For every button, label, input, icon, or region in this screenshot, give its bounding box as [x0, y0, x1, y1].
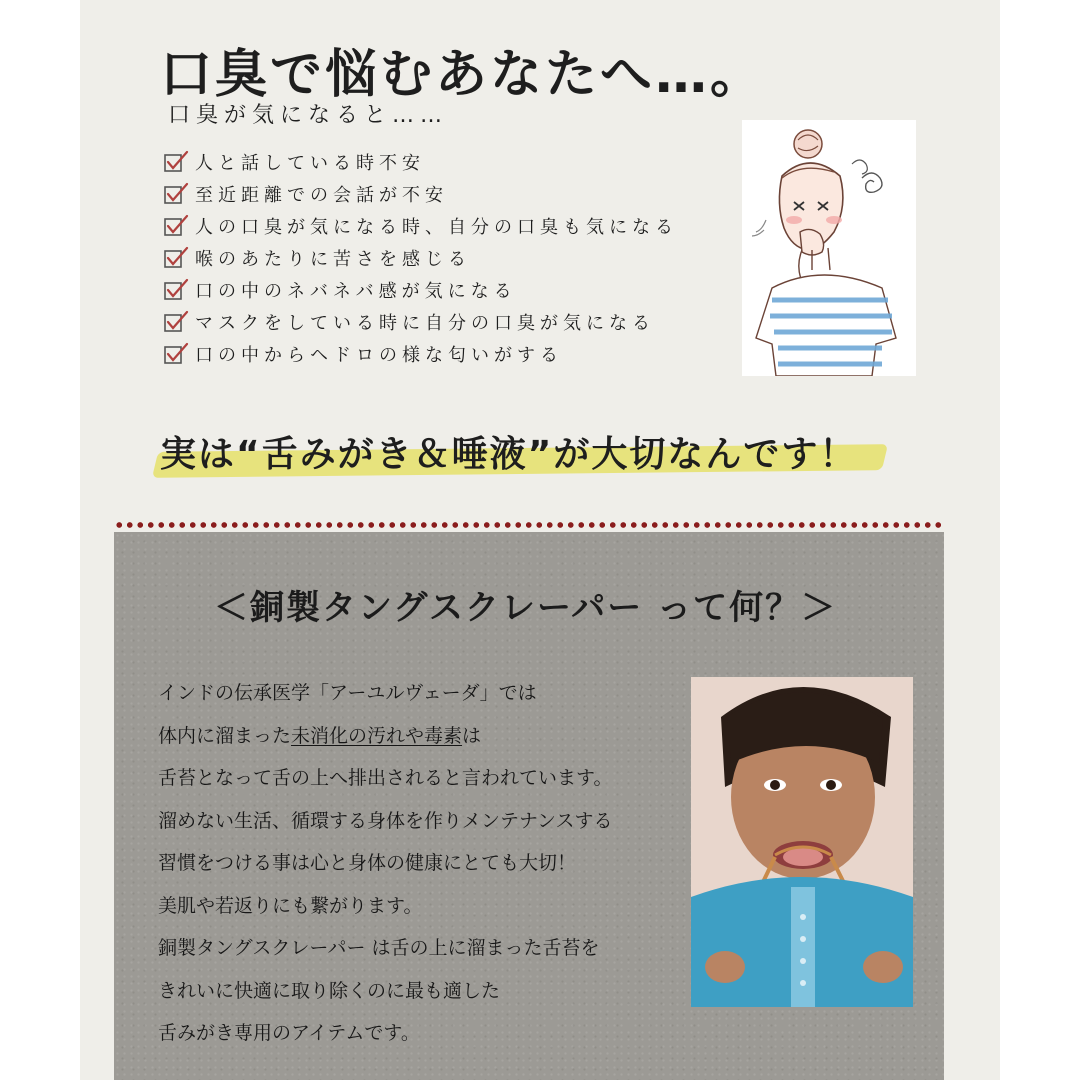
checklist-item-label: 口の中からヘドロの様な匂いがする	[195, 345, 563, 366]
symptom-checklist	[163, 146, 678, 370]
panel-title: ＜銅製タングスクレーパー って何？＞	[214, 588, 838, 628]
description-line: 溜めない生活、循環する身体を作りメンテナンスする	[158, 809, 613, 832]
description-line	[158, 715, 612, 758]
panel-description	[158, 672, 612, 1055]
checklist-item	[163, 242, 678, 274]
checkbox-checked-icon	[163, 150, 189, 174]
checklist-item	[163, 146, 678, 178]
underlined-text: 未消化の汚れや毒素	[291, 724, 463, 747]
key-message-banner	[150, 420, 890, 490]
checklist-item	[163, 178, 678, 210]
description-line: きれいに快適に取り除くのに最も適した	[158, 979, 501, 1002]
checkbox-checked-icon	[163, 278, 189, 302]
description-line: 銅製タングスクレーパー は舌の上に溜まった舌苔を	[158, 937, 600, 959]
checklist-item-label: 人と話している時不安	[195, 153, 425, 174]
checklist-item-label: マスクをしている時に自分の口臭が気になる	[195, 313, 655, 334]
checkbox-checked-icon	[163, 182, 189, 206]
checklist-item-label: 至近距離での会話が不安	[195, 185, 448, 206]
dotted-divider	[114, 521, 944, 529]
boy-photo-image	[691, 677, 913, 1007]
page-title: 口臭で悩むあなたへ…。	[160, 44, 766, 105]
description-text: は	[462, 724, 482, 747]
description-text: 体内に溜まった	[158, 724, 292, 747]
worried-woman-illustration	[742, 120, 916, 376]
worried-woman-image	[742, 120, 916, 376]
description-line: 美肌や若返りにも繋がります。	[158, 894, 423, 917]
checkbox-checked-icon	[163, 246, 189, 270]
info-panel	[114, 532, 944, 1080]
checkbox-checked-icon	[163, 214, 189, 238]
checklist-item	[163, 338, 678, 370]
checklist-subtitle: 口臭が気になると……	[168, 103, 449, 128]
checklist-item-label: 喉のあたりに苦さを感じる	[195, 249, 471, 270]
checkbox-checked-icon	[163, 342, 189, 366]
checklist-item-label: 人の口臭が気になる時、自分の口臭も気になる	[195, 217, 678, 238]
description-line: 習慣をつける事は心と身体の健康にとても大切！	[158, 852, 577, 874]
checkbox-checked-icon	[163, 310, 189, 334]
boy-tongue-scraper-photo	[691, 677, 913, 1007]
description-line: インドの伝承医学「アーユルヴェーダ」では	[158, 682, 537, 704]
key-message-text: 実は“舌みがき＆唾液”が大切なんです！	[160, 434, 858, 475]
description-line: 舌みがき専用のアイテムです。	[158, 1022, 420, 1044]
description-line: 舌苔となって舌の上へ排出されると言われています。	[158, 767, 613, 789]
checklist-item	[163, 306, 678, 338]
checklist-item-label: 口の中のネバネバ感が気になる	[195, 281, 517, 302]
checklist-item	[163, 210, 678, 242]
checklist-item	[163, 274, 678, 306]
